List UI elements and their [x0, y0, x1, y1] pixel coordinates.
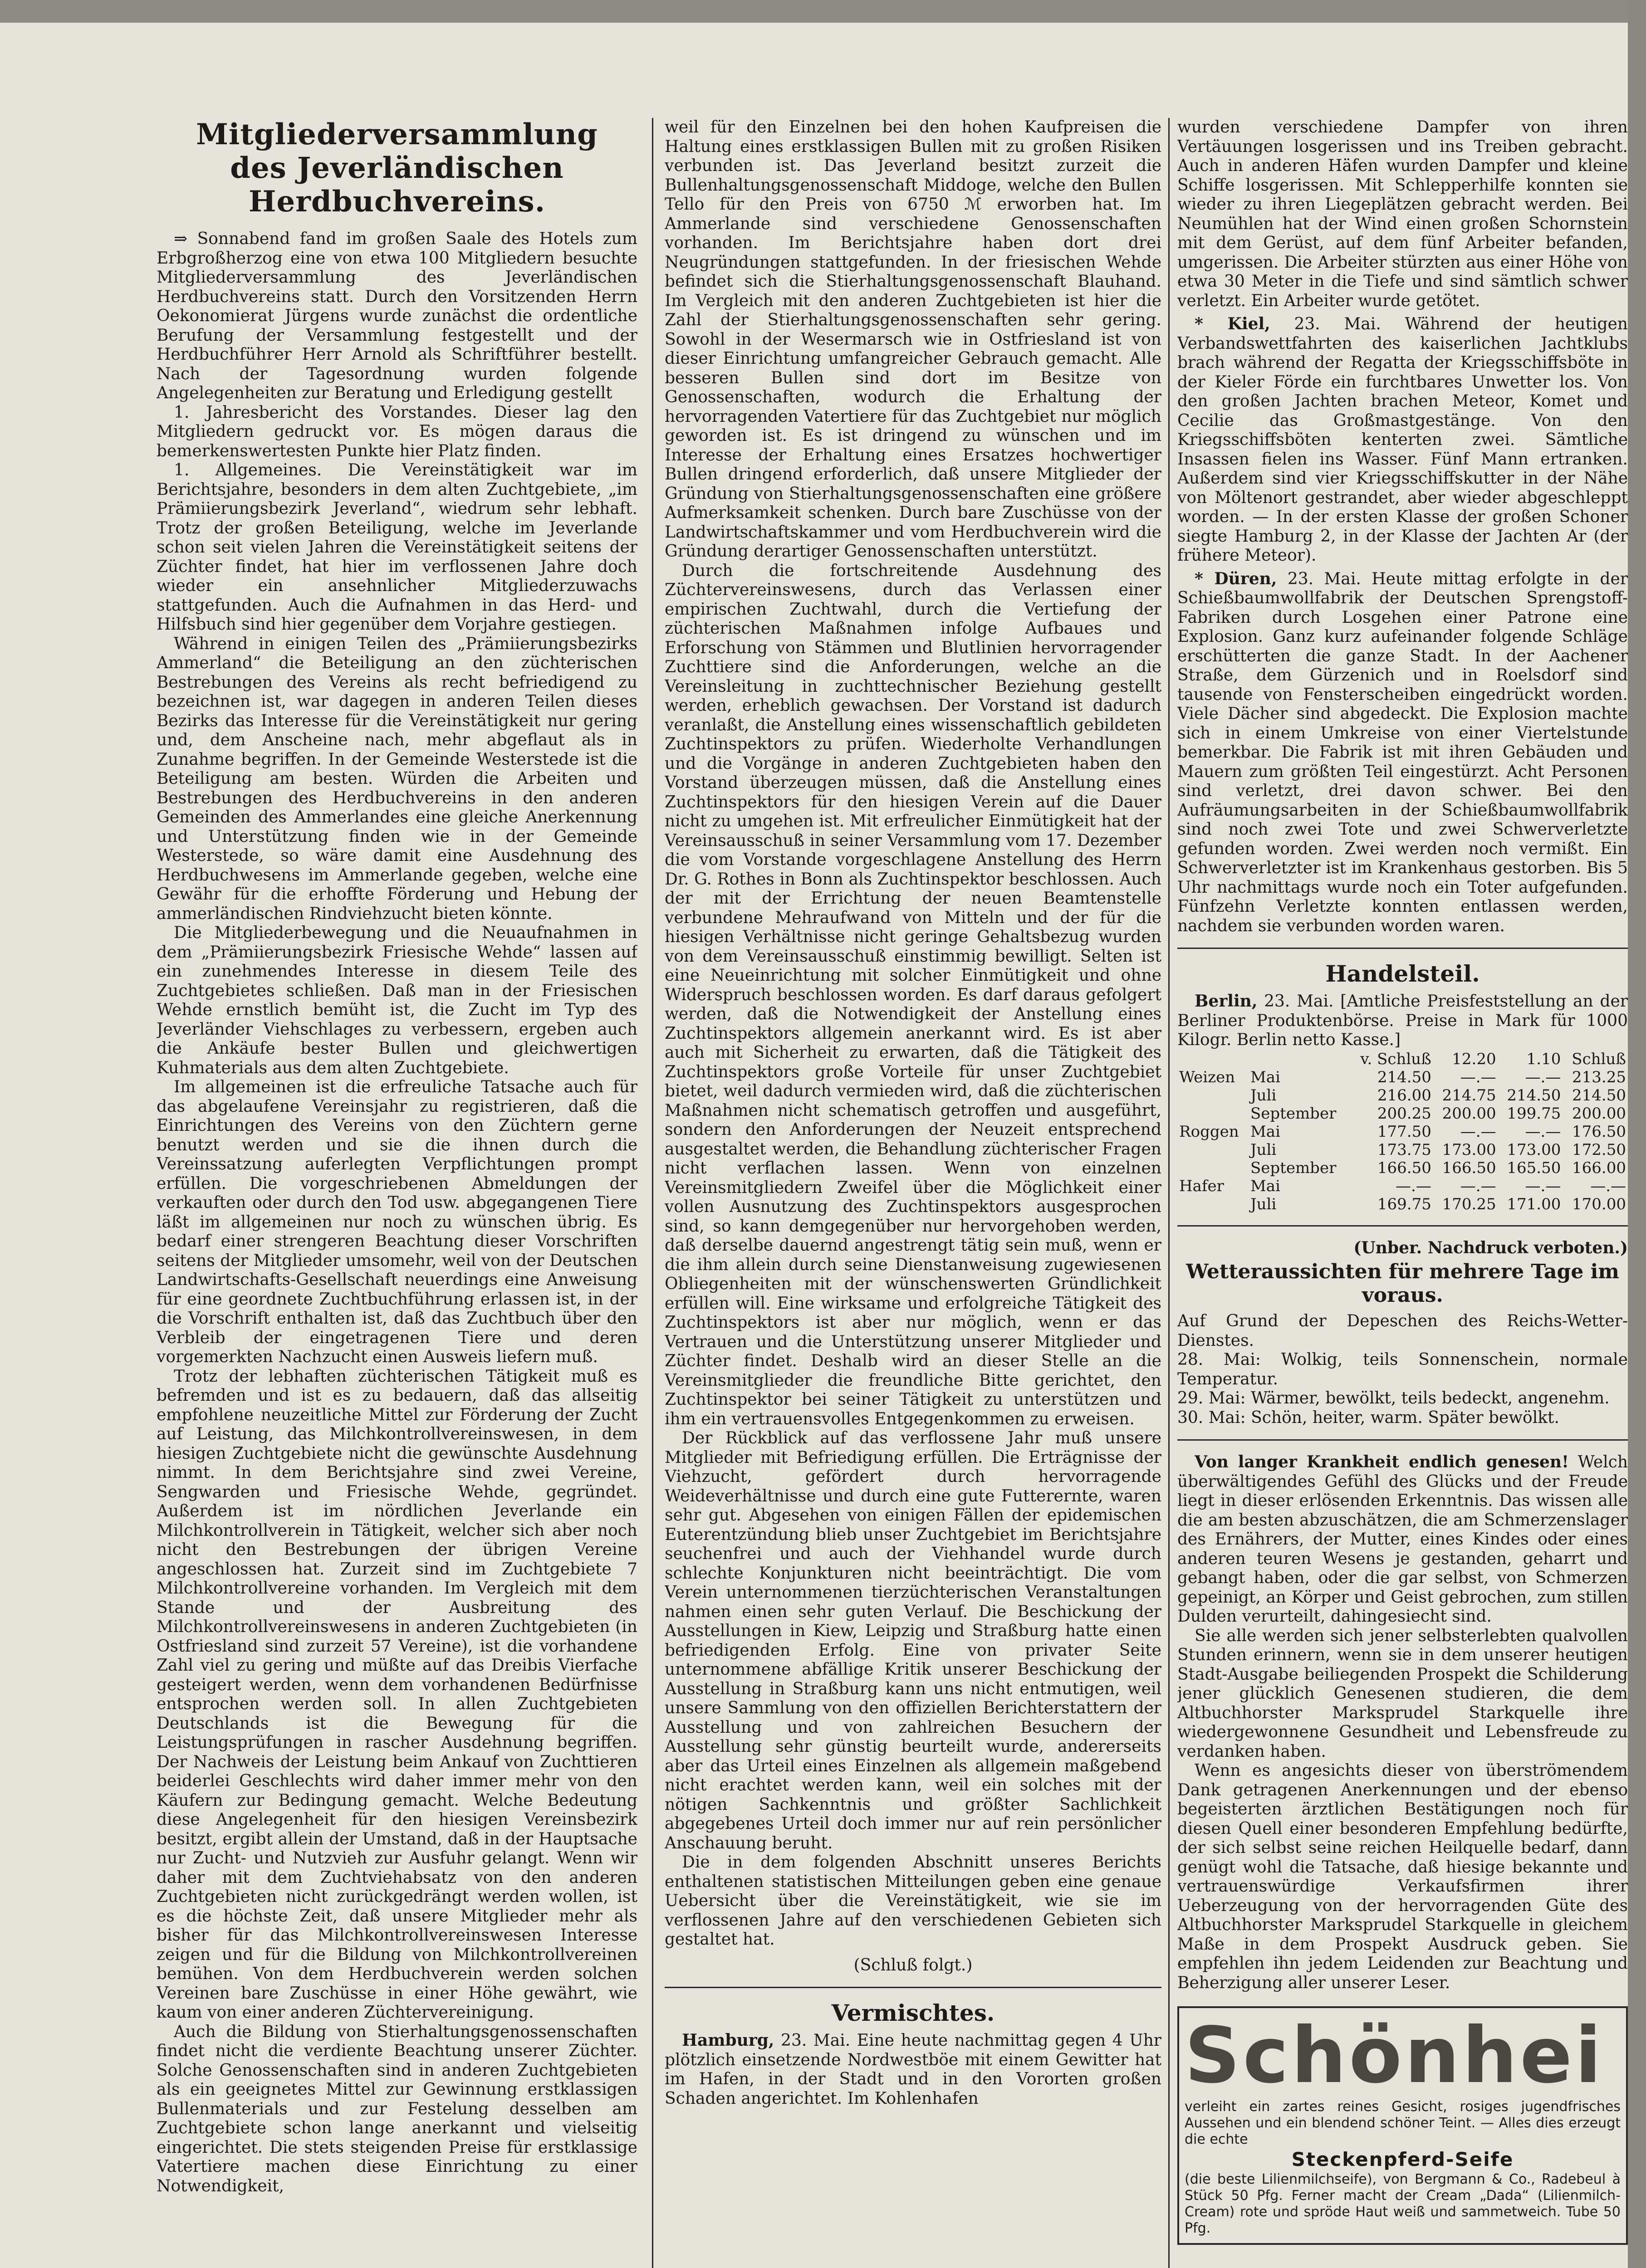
table-cell: —.—	[1460, 1177, 1496, 1195]
paragraph: 1. Jahresbericht des Vorstandes. Dieser lag den Mitgliedern gedruckt vor. Es mögen daraus die bemerkenswertesten Punkte hier Platz finden.	[157, 403, 637, 460]
table-cell: 214.50	[1572, 1086, 1626, 1105]
price-table-header	[1177, 1050, 1628, 1068]
soap-advertisement	[1177, 2006, 1628, 2245]
table-row	[1177, 1086, 1628, 1105]
table-cell: 170.00	[1572, 1195, 1626, 1213]
article-heading	[157, 118, 637, 219]
table-cell: 1.10	[1526, 1050, 1561, 1068]
ad-brand-name: Steckenpferd-Seife	[1291, 2148, 1514, 2170]
dateline-place: * Düren,	[1195, 569, 1277, 588]
weather-day: 28. Mai: Wolkig, teils Sonnenschein, normale Temperatur.	[1177, 1350, 1628, 1388]
table-cell: 166.50	[1377, 1158, 1431, 1177]
table-cell: —.—	[1396, 1177, 1431, 1195]
ad-copy: (die beste Lilienmilchseife), von Bergmann & Co., Radebeul à Stück 50 Pfg. Ferner macht der Cream „Dada“ (Lilienmilch-Cream) rote und spröde Haut weiß und sammetweich. Tube 50 Pfg.	[1185, 2171, 1621, 2236]
table-cell	[1249, 1050, 1349, 1068]
table-cell: 171.00	[1507, 1195, 1561, 1213]
table-cell: 199.75	[1507, 1104, 1561, 1123]
table-cell: Juli	[1250, 1195, 1277, 1213]
paragraph: Durch die fortschreitende Ausdehnung des Züchtervereinswesens, durch das Verlassen einer empirischen Zuchtwahl, durch die Vertiefung der züchterischen Maßnahmen infolge Aufbaues und Erforschung von Stämmen und Blutlinien hervorragender Zuchttiere sind die Anforderungen, welche an die Vereinsleitung in zuchttechnischer Beziehung gestellt werden, erheblich gewachsen. Der Vorstand ist dadurch veranlaßt, die Anstellung eines wissenschaftlich gebildeten Zuchtinspektors zu prüfen. Wiederholte Verhandlungen und die Vorgänge in anderen Zuchtgebieten haben den Vorstand überzeugen müssen, daß die Anstellung eines Zuchtinspektors für den hiesigen Verein auf die Dauer nicht zu umgehen ist. Mit erfreulicher Einmütigkeit hat der Vereinsausschuß in seiner Versammlung vom 17. Dezember die vom Vorstande vorgeschlagene Anstellung des Herrn Dr. G. Rothes in Bonn als Zuchtinspektor beschlossen. Auch der mit der Errichtung der neuen Beamtenstelle verbundene Mehraufwand von Mitteln und der für die hiesigen Verhältnisse nicht geringe Gehaltsbezug wurden von dem Vereinsausschuß einstimmig bewilligt. Selten ist eine Neueinrichtung mit solcher Einmütigkeit und ohne Widerspruch beschlossen worden. Es darf daraus gefolgert werden, daß die Notwendigkeit der Anstellung eines Zuchtinspektors allgemein anerkannt wird. Es ist aber auch mit Sicherheit zu erwarten, daß die Tätigkeit des Zuchtinspektors große Vorteile für unser Zuchtgebiet bietet, weil dadurch vermieden wird, daß die züchterischen Maßnahmen nicht schematisch getroffen und ausgeführt, sondern den Anforderungen der Neuzeit entsprechend ausgestaltet werden, die Behandlung züchterischer Fragen nicht verflachen lassen. Wenn von einzelnen Vereinsmitgliedern Zweifel über die Möglichkeit einer vollen Ausnutzung des Zuchtinspektors ausgesprochen sind, so kann demgegenüber nur hervorgehoben werden, daß derselbe dauernd angestrengt tätig sein muß, wenn er die ihm allein durch seine Dienstanweisung zugewiesenen Obliegenheiten mit der wünschenswerten Gründlichkeit erfüllen will. Eine wirksame und erfolgreiche Tätigkeit des Zuchtinspektors ist aber nur möglich, wenn er das Vertrauen und die Unterstützung unserer Mitglieder und Züchter findet. Deshalb wird an dieser Stelle an die Vereinsmitglieder die freundliche Bitte gerichtet, den Zuchtinspektor bei seiner Tätigkeit zu unterstützen und ihm ein vertrauensvolles Entgegenkommen zu erweisen.	[665, 561, 1161, 1428]
section-heading-handelsteil: Handelsteil.	[1325, 960, 1480, 987]
weather-intro: Auf Grund der Depeschen des Reichs-Wetter-Dienstes.	[1177, 1312, 1628, 1350]
table-cell	[1177, 1195, 1249, 1213]
advertorial	[1177, 1452, 1628, 1627]
table-cell: 214.50	[1507, 1086, 1561, 1105]
market-header	[1177, 992, 1628, 1050]
table-cell: 170.25	[1442, 1195, 1496, 1213]
table-cell: Juli	[1250, 1140, 1277, 1159]
continued-note: (Schluß folgt.)	[853, 1955, 973, 1975]
paragraph: Im allgemeinen ist die erfreuliche Tatsache auch für das abgelaufene Vereinsjahr zu registrieren, daß die Einrichtungen des Vereins von den Züchtern gerne benutzt werden und sie die ihnen durch die Vereinssatzung auferlegten Verpflichtungen prompt erfüllen. Die vorgeschriebenen Abmeldungen der verkauften oder durch den Tod usw. abgegangenen Tiere läßt im allgemeinen nur noch zu wünschen übrig. Es bedarf einer strengeren Beachtung dieser Vorschriften seitens der Mitglieder umsomehr, weil von der Deutschen Landwirtschafts-Gesellschaft neuerdings eine Anweisung für eine geordnete Zuchtbuchführung erlassen ist, in der die Vorschrift enthalten ist, daß das Zuchtbuch über den Verbleib der eingetragenen Tiere und deren vorgemerkten Nachzucht einen Ausweis liefern muß.	[157, 1078, 637, 1366]
table-cell: 214.50	[1377, 1068, 1431, 1086]
table-cell: 200.25	[1377, 1104, 1431, 1123]
paragraph: Trotz der lebhaften züchterischen Tätigkeit muß es befremden und ist es zu bedauern, daß das allseitig empfohlene neuzeitliche Mittel zur Förderung der Zucht auf Leistung, das Milchkontrollvereinswesen, in dem hiesigen Zuchtgebiete nicht die gewünschte Ausdehnung nimmt. In dem Berichtsjahre sind zwei Vereine, Sengwarden und Friesische Wehde, gegründet. Außerdem ist im nördlichen Jeverlande ein Milchkontrollverein in Tätigkeit, welcher sich aber noch nicht den Bestrebungen der übrigen Vereine angeschlossen hat. Zurzeit sind im Zuchtgebiete 7 Milchkontrollvereine vorhanden. Im Vergleich mit dem Stande und der Ausbreitung des Milchkontrollvereinswesens in anderen Zuchtgebieten (in Ostfriesland sind zurzeit 57 Vereine), ist die vorhandene Zahl viel zu gering und müßte auf das Dreibis Vierfache gesteigert werden, wenn dem vorhandenen Bedürfnisse entsprochen werden soll. In allen Zuchtgebieten Deutschlands ist die Bewegung für die Leistungsprüfungen in rascher Ausdehnung begriffen. Der Nachweis der Leistung beim Ankauf von Zuchttieren beiderlei Geschlechts wird daher immer mehr von den Käufern zur Bedingung gemacht. Welche Bedeutung diese Angelegenheit für den hiesigen Vereinsbezirk besitzt, ergibt allein der Umstand, daß in der Hauptsache nur Zucht- und Nutzvieh zur Ausfuhr gelangt. Wenn wir daher mit dem Zuchtviehabsatz von den anderen Zuchtgebieten nicht zurückgedrängt werden wollen, ist es die höchste Zeit, daß unsere Mitglieder mehr als bisher für das Milchkontrollvereinswesen Interesse zeigen und für die Bildung von Milchkontrollvereinen bemühen. Von dem Herdbuchverein werden solchen Vereinen bare Zuschüsse in einer Höhe gewährt, wie kaum von einer anderen Züchtervereinigung.	[157, 1367, 637, 2022]
market-header-text: 23. Mai. [Amtliche Preisfeststellung an der Berliner Produktenbörse. Preise in Mark für 1000 Kilogr. Berlin netto Kasse.]	[1177, 992, 1628, 1049]
paragraph: Auch die Bildung von Stierhaltungsgenossenschaften findet nicht die verdiente Beachtung unserer Züchter. Solche Genossenschaften sind in anderen Zuchtgebieten als ein geeignetes Mittel zur Gewinnung erstklassigen Bullenmaterials und zur Festelung desselben am Zuchtgebiete schon lange anerkannt und vielseitig eingerichtet. Die stets steigenden Preise für erstklassige Vatertiere machen diese Einrichtung zu einer Notwendigkeit,	[157, 2022, 637, 2195]
advertorial-lead: Von langer Krankheit endlich genesen!	[1195, 1452, 1569, 1471]
table-cell: —.—	[1525, 1122, 1561, 1141]
table-cell: September	[1250, 1104, 1337, 1123]
column-2	[665, 118, 1161, 2268]
heading-line: Mitgliederversammlung	[196, 118, 598, 152]
news-text: 23. Mai. Heute mittag erfolgte in der Schießbaumwollfabrik der Deutschen Sprengstoff-Fabriken durch Losgehen einer Patrone eine Explosion. Ganz kurz aufeinander folgende Schläge erschütterten die ganze Stadt. In der Aachener Straße, dem Gürzenich und in Roelsdorf sind tausende von Fensterscheiben eingedrückt worden. Viele Dächer sind abgedeckt. Die Explosion machte sich in einem Umkreise von einer Viertelstunde bemerkbar. Die Fabrik ist mit ihren Gebäuden und Mauern zum größten Teil eingestürzt. Acht Personen sind verletzt, drei davon schwer. Bei den Aufräumungsarbeiten in der Schießbaumwollfabrik sind noch zwei Tote und zwei Schwerverletzte gefunden worden. Zwei werden noch vermißt. Ein Schwerverletzter ist im Krankenhaus gestorben. Bis 5 Uhr nachmittags wurde noch ein Toter aufgefunden. Fünfzehn Verletzte konnten entlassen werden, nachdem sie verbunden worden waren.	[1177, 569, 1628, 935]
table-cell: Roggen	[1179, 1122, 1239, 1141]
table-cell: 172.50	[1572, 1140, 1626, 1159]
news-text: 23. Mai. Eine heute nachmittag gegen 4 Uhr plötzlich einsetzende Nordwestböe mit einem Gewitter hat im Hafen, in der Stadt und in den Vororten großen Schaden angerichtet. Im Kohlenhafen	[665, 2031, 1161, 2108]
table-cell: 216.00	[1377, 1086, 1431, 1105]
table-cell: Juli	[1250, 1086, 1277, 1105]
table-cell: —.—	[1460, 1122, 1496, 1141]
paragraph: Sie alle werden sich jener selbsterlebten qualvollen Stunden erinnern, wenn sie in dem unserer heutigen Stadt-Ausgabe beiliegenden Prospekt die Schilderung jener glücklich Genesenen studieren, die dem Altbuchhorster Marksprudel Starkquelle ihre wiedergewonnene Gesundheit und Lebensfreude zu verdanken haben.	[1177, 1626, 1628, 1761]
paragraph: 1. Allgemeines. Die Vereinstätigkeit war im Berichtsjahre, besonders in dem alten Zuchtgebiete, „im Prämiierungsbezirk Jeverland“, wiedrum sehr lebhaft. Trotz der großen Beteiligung, welche im Jeverlande schon seit vielen Jahren die Vereinstätigkeit seitens der Züchter findet, hat hier im verflossenen Jahre doch wieder ein ansehnlicher Mitgliederzuwachs stattgefunden. Auch die Aufnahmen in das Herd- und Hilfsbuch sind hier gegenüber dem Vorjahre gestiegen.	[157, 461, 637, 634]
table-cell: September	[1250, 1158, 1337, 1177]
table-row	[1177, 1123, 1628, 1141]
table-cell: 166.00	[1572, 1158, 1626, 1177]
paragraph: weil für den Einzelnen bei den hohen Kaufpreisen die Haltung eines erstklassigen Bullen mit zu großen Risiken verbunden ist. Das Jeverland besitzt zurzeit die Bullenhaltungsgenossenschaft Middoge, welche den Bullen Tello für den Preis von 6750 ℳ erworben hat. Im Ammerlande sind verschiedene Genossenschaften vorhanden. Im Berichtsjahre haben dort drei Neugründungen stattgefunden. In der friesischen Wehde befindet sich die Stierhaltungsgenossenschaft Blauhand. Im Vergleich mit den anderen Zuchtgebieten ist hier die Zahl der Stierhaltungsgenossenschaften sehr gering. Sowohl in der Wesermarsch wie in Ostfriesland ist von dieser Einrichtung umfangreicher Gebrauch gemacht. Alle besseren Bullen sind dort im Besitze von Genossenschaften, wodurch die Erhaltung der hervorragenden Vatertiere für das Zuchtgebiet nur möglich geworden ist. Es ist dringend zu wünschen und im Interesse der Erhaltung eines Ersatzes hochwertiger Bullen dringend erforderlich, daß unsere Mitglieder der Gründung von Stierhaltungsgenossenschaften eine größere Aufmerksamkeit schenken. Durch bare Zuschüsse von der Landwirtschaftskammer und vom Herdbuchverein wird die Gründung derartiger Genossenschaften unterstützt.	[665, 118, 1161, 561]
table-row	[1177, 1068, 1628, 1086]
weather-day: 29. Mai: Wärmer, bewölkt, teils bedeckt, angenehm.	[1177, 1389, 1610, 1408]
table-cell	[1177, 1159, 1249, 1177]
column-1	[157, 118, 637, 2268]
table-cell: 173.00	[1442, 1140, 1496, 1159]
news-item-dueren	[1177, 569, 1628, 936]
table-cell: —.—	[1460, 1068, 1496, 1086]
news-item-hamburg	[665, 2031, 1161, 2108]
table-cell	[1177, 1141, 1249, 1159]
table-cell: 213.25	[1572, 1068, 1626, 1086]
dateline-place: * Kiel,	[1195, 314, 1270, 333]
table-row	[1177, 1159, 1628, 1177]
section-divider	[1177, 948, 1628, 949]
table-cell: Hafer	[1179, 1177, 1224, 1195]
paragraph: Wenn es angesichts dieser von überströmendem Dank getragenen Anerkennungen und der ebenso begeisterten ärztlichen Bestätigungen noch für diesen Quell einer besonderen Empfehlung bedürfte, der sich selbst seine reichen Heilquelle bedarf, dann genügt wohl die Tatsache, daß hiesige bekannte und vertrauenswürdige Verkaufsfirmen ihrer Ueberzeugung von der hervorragenden Güte des Altbuchhorster Marksprudel Starkquelle in gleichem Maße in dem Prospekt Ausdruck geben. Sie empfehlen ihn jedem Leidenden zur Beachtung und Beherzigung aller unserer Leser.	[1177, 1761, 1628, 1992]
table-cell: Schluß	[1572, 1050, 1626, 1068]
table-cell: 166.50	[1442, 1158, 1496, 1177]
dateline-place: Hamburg,	[682, 2031, 774, 2050]
table-cell: 173.75	[1377, 1140, 1431, 1159]
table-cell: Weizen	[1179, 1068, 1235, 1086]
section-heading-weather: Wetteraussichten für mehrere Tage im voraus.	[1186, 1260, 1619, 1307]
news-text: 23. Mai. Während der heutigen Verbandswettfahrten des kaiserlichen Jachtklubs brach während der Regatta der Kriegsschiffsböte in der Kieler Förde ein furchtbares Unwetter los. Von den großen Jachten brachen Meteor, Komet und Cecilie das Großmastgestänge. Von den Kriegsschiffsböten kenterten zwei. Sämtliche Insassen fielen ins Wasser. Fünf Mann ertranken. Außerdem sind vier Kriegsschiffskutter in der Nähe von Möltenort gestrandet, aber wieder abgeschleppt worden. — In der ersten Klasse der großen Schoner siegte Hamburg 2, in der Klasse der Jachten Ar (der frühere Meteor).	[1177, 315, 1628, 565]
table-cell: 176.50	[1572, 1122, 1626, 1141]
table-cell: 165.50	[1507, 1158, 1561, 1177]
table-cell: 200.00	[1442, 1104, 1496, 1123]
advertorial-text: Welch überwältigendes Gefühl des Glücks und der Freude liegt in dieser erlösenden Erkenntnis. Das wissen alle die am besten abzuschätzen, die am Schmerzenslager des Ernährers, der Mutter, eines Kindes oder eines anderen teuren Wesens je gestanden, geharrt und gebangt haben, oder die gar selbst, von Schmerzen gepeinigt, an Körper und Geist gebrochen, zum stillen Dulden verurteilt, dahingesiecht sind.	[1177, 1453, 1628, 1626]
paragraph: wurden verschiedene Dampfer von ihren Vertäuungen losgerissen und ins Treiben gebracht. Auch in anderen Häfen wurden Dampfer und kleine Schiffe losgerissen. Mit Schlepperhilfe konnten sie wieder zu ihren Liegeplätzen gebracht werden. Bei Neumühlen hat der Wind einen großen Schornstein mit dem Gerüst, auf dem fünf Arbeiter befanden, umgerissen. Die Arbeiter stürzten aus einer Höhe von etwa 30 Meter in die Tiefe und sind sämtlich schwer verletzt. Ein Arbeiter wurde getötet.	[1177, 118, 1628, 310]
table-cell: v. Schluß	[1360, 1050, 1431, 1068]
table-cell: Mai	[1250, 1177, 1280, 1195]
table-cell: 169.75	[1377, 1195, 1431, 1213]
paragraph: Während in einigen Teilen des „Prämiierungsbezirks Ammerland“ die Beteiligung an den züchterischen Bestrebungen des Vereins als recht befriedigend zu bezeichnen ist, war dagegen in anderen Teilen dieses Bezirks das Interesse für die Vereinstätigkeit nur gering und, dem Anscheine nach, mehr abgeflaut als in Zunahme begriffen. In der Gemeinde Westerstede ist die Beteiligung am besten. Würden die Arbeiten und Bestrebungen des Herdbuchvereins in den anderen Gemeinden des Ammerlandes eine gleiche Anerkennung und Unterstützung finden wie in der Gemeinde Westerstede, so wäre damit eine Ausdehnung des Herdbuchwesens im Ammerlande gegeben, welche eine Gewähr für die erhoffte Förderung und Hebung der ammerländischen Rindviehzucht bieten könnte.	[157, 634, 637, 923]
news-item-kiel	[1177, 314, 1628, 566]
table-row	[1177, 1105, 1628, 1123]
table-row	[1177, 1177, 1628, 1195]
paragraph: Der Rückblick auf das verflossene Jahr muß unsere Mitglieder mit Befriedigung erfüllen. Die Erträgnisse der Viehzucht, gefördert durch hervorragende Weideverhältnisse und durch eine gute Futterernte, waren sehr gut. Abgesehen von einigen Fällen der epidemischen Euterentzündung blieb unser Zuchtgebiet im Berichtsjahre seuchenfrei und auch der Viehhandel wurde durch schlechte Konjunkturen nicht beeinträchtigt. Die vom Verein unternommenen tierzüchterischen Veranstaltungen nahmen einen sehr guten Verlauf. Die Beschickung der Ausstellungen in Kiew, Leipzig und Straßburg hatte einen befriedigenden Erfolg. Eine von privater Seite unternommene abfällige Kritik unserer Beschickung der Ausstellung in Straßburg kann uns nicht entmutigen, weil unsere Sammlung von den offiziellen Berichterstattern der Ausstellung und von zahlreichen Besuchern der Ausstellung sehr günstig beurteilt wurde, andererseits aber das Urteil eines Einzelnen als allgemein maßgebend nicht erachtet werden kann, weil ein solches mit der nötigen Sachkenntnis und größter Sachlichkeit abgegebenes Urteil doch immer nur auf rein persönlicher Anschauung beruht.	[665, 1429, 1161, 1853]
newspaper-page	[0, 23, 1646, 2268]
table-cell	[1177, 1086, 1249, 1105]
column-rule	[1168, 118, 1170, 2268]
column-3	[1177, 118, 1628, 2268]
table-cell: 200.00	[1572, 1104, 1626, 1123]
table-cell: 173.00	[1507, 1140, 1561, 1159]
table-cell	[1177, 1050, 1249, 1068]
table-cell: —.—	[1525, 1068, 1561, 1086]
section-divider	[1177, 1225, 1628, 1227]
reprint-notice: (Unber. Nachdruck verboten.)	[1353, 1238, 1628, 1257]
paragraph: Die Mitgliederbewegung und die Neuaufnahmen in dem „Prämiierungsbezirk Friesische Wehde“ lassen auf ein zunehmendes Interesse in diesem Teile des Zuchtgebietes schließen. Daß man in der Friesischen Wehde ernstlich bemüht ist, die Zucht im Typ des Jeverländer Viehschlages zu verbessern, ergeben auch die Ankäufe bester Bullen und gleichwertigen Kuhmaterials aus dem alten Zuchtgebiete.	[157, 924, 637, 1077]
column-rule	[652, 118, 653, 2268]
table-cell: 12.20	[1452, 1050, 1496, 1068]
table-cell: Mai	[1250, 1122, 1280, 1141]
table-cell: 177.50	[1377, 1122, 1431, 1141]
price-table	[1177, 1050, 1628, 1213]
weather-day: 30. Mai: Schön, heiter, warm. Später bewölkt.	[1177, 1408, 1559, 1427]
ad-logo-text: Schönhei	[1185, 2013, 1604, 2099]
dateline-place: Berlin,	[1195, 992, 1258, 1011]
section-divider	[1177, 1439, 1628, 1441]
section-heading-vermischtes: Vermischtes.	[831, 1999, 995, 2026]
heading-line: des Jeverländischen Herdbuchvereins.	[230, 151, 564, 219]
table-cell	[1177, 1105, 1249, 1123]
section-divider	[665, 1987, 1161, 1988]
table-row	[1177, 1195, 1628, 1213]
scan-edge	[1628, 0, 1646, 2268]
table-row	[1177, 1141, 1628, 1159]
paragraph: Die in dem folgenden Abschnitt unseres Berichts enthaltenen statistischen Mitteilungen geben eine genaue Uebersicht über die Vereinstätigkeit, wie sie im verflossenen Jahre auf den verschiedenen Gebieten sich gestaltet hat.	[665, 1853, 1161, 1949]
paragraph: ⇒ Sonnabend fand im großen Saale des Hotels zum Erbgroßherzog eine von etwa 100 Mitgliedern besuchte Mitgliederversammlung des Jeverländischen Herdbuchvereins statt. Durch den Vorsitzenden Herrn Oekonomierat Jürgens wurde zunächst die ordentliche Berufung der Versammlung festgestellt und der Herdbuchführer Herr Arnold als Schriftführer bestellt. Nach der Tagesordnung wurden folgende Angelegenheiten zur Beratung und Erledigung gestellt	[157, 230, 637, 402]
table-cell: 214.75	[1442, 1086, 1496, 1105]
table-cell: —.—	[1525, 1177, 1561, 1195]
ad-copy: verleiht ein zartes reines Gesicht, rosiges jugendfrisches Aussehen und ein blendend schöner Teint. — Alles dies erzeugt die echte	[1185, 2099, 1621, 2147]
table-cell: —.—	[1590, 1177, 1626, 1195]
table-cell: Mai	[1250, 1068, 1280, 1086]
